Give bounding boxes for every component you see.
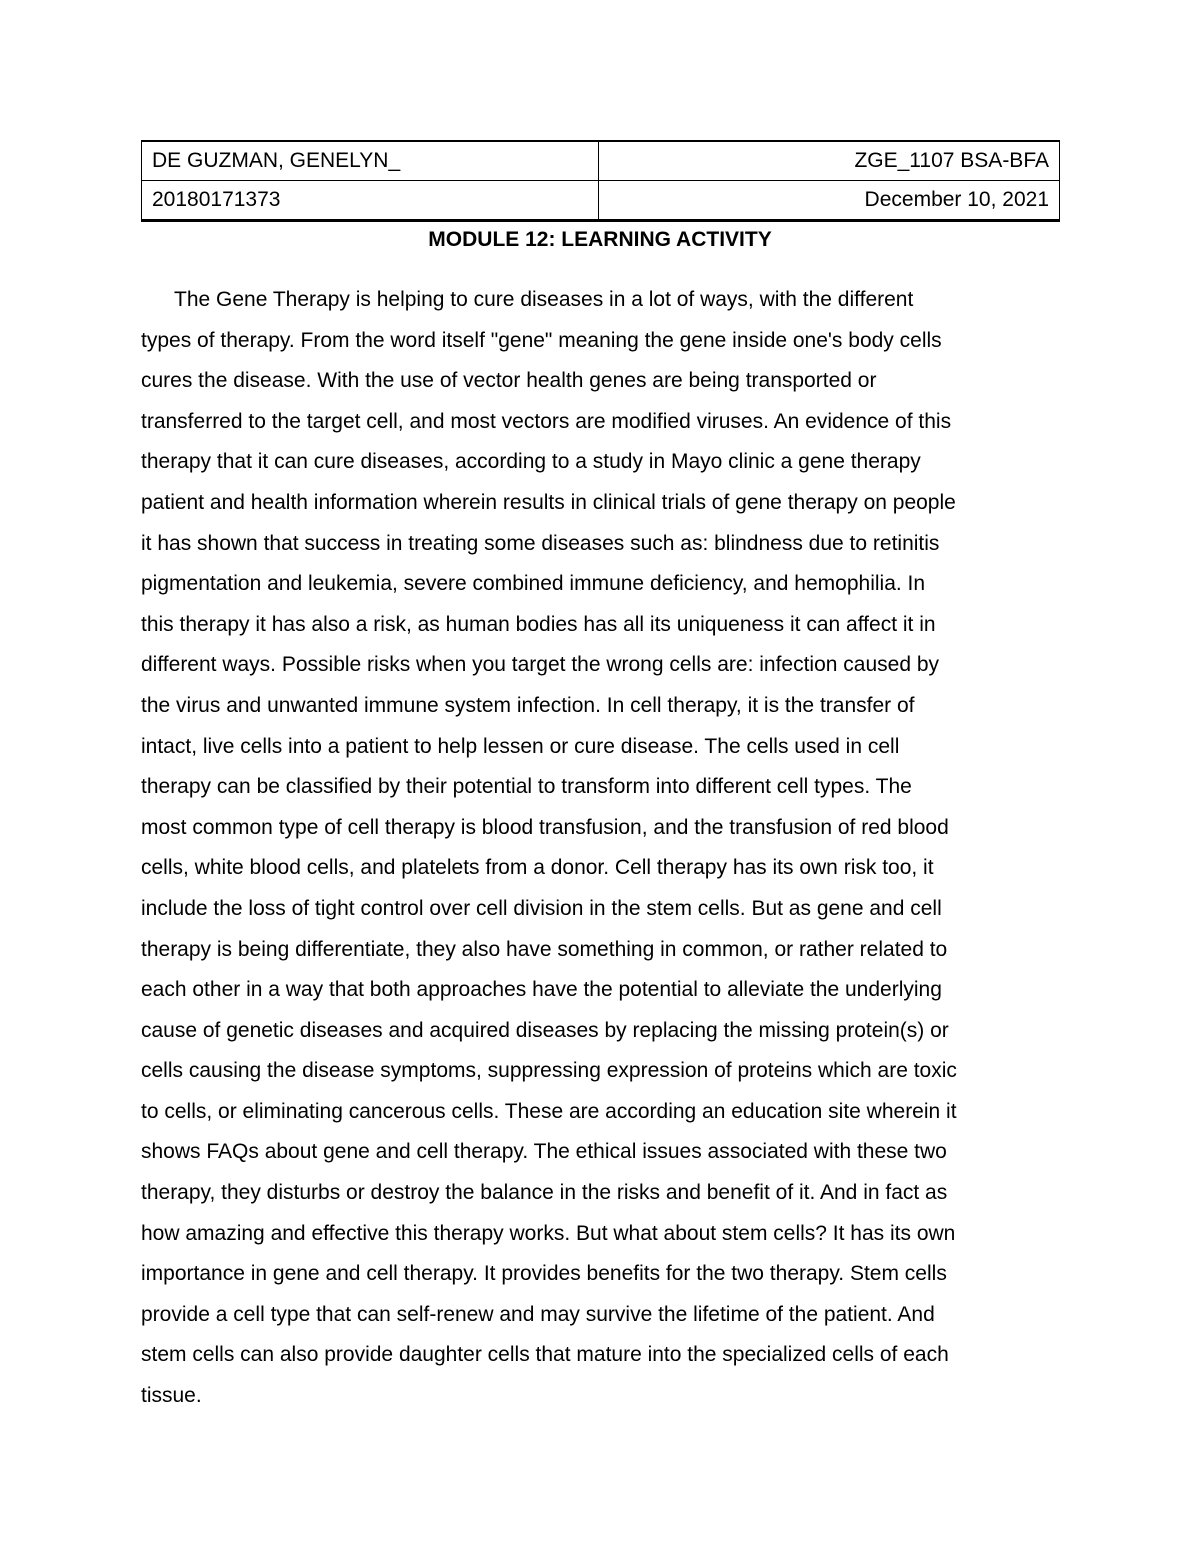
paragraph-line: the virus and unwanted immune system infection. In cell therapy, it is the transfer of (141, 693, 915, 717)
paragraph-line: therapy that it can cure diseases, according to a study in Mayo clinic a gene therapy (141, 450, 921, 474)
paragraph-line: this therapy it has also a risk, as human bodies has all its uniqueness it can affect it in (141, 612, 936, 636)
paragraph-line: The Gene Therapy is helping to cure diseases in a lot of ways, with the different (174, 288, 914, 311)
paragraph-line: pigmentation and leukemia, severe combined immune deficiency, and hemophilia. In (141, 572, 926, 596)
paragraph-line: tissue. (141, 1384, 202, 1408)
paragraph-line: patient and health information wherein results in clinical trials of gene therapy on people (141, 490, 956, 514)
paragraph-line: cause of genetic diseases and acquired diseases by replacing the missing protein(s) or (141, 1018, 949, 1042)
paragraph-line: it has shown that success in treating some diseases such as: blindness due to retinitis (141, 531, 940, 555)
student-number: 20180171373 (142, 181, 599, 221)
paragraph-line: therapy is being differentiate, they also have something in common, or rather related to (141, 937, 948, 961)
paragraph-line: importance in gene and cell therapy. It provides benefits for the two therapy. Stem cells (141, 1262, 947, 1286)
essay-paragraph (141, 280, 1059, 1417)
paragraph-line: types of therapy. From the word itself "gene" meaning the gene inside one's body cells (141, 328, 942, 352)
paragraph-line: transferred to the target cell, and most vectors are modified viruses. An evidence of this (141, 409, 952, 433)
student-info-table (141, 140, 1060, 222)
paragraph-line: cures the disease. With the use of vector health genes are being transported or (141, 369, 877, 393)
paragraph-line: cells, white blood cells, and platelets from a donor. Cell therapy has its own risk too, it (141, 856, 934, 880)
paragraph-line: to cells, or eliminating cancerous cells. These are according an education site wherein it (141, 1099, 957, 1123)
paragraph-line: different ways. Possible risks when you target the wrong cells are: infection caused by (141, 653, 940, 677)
paragraph-line: shows FAQs about gene and cell therapy. The ethical issues associated with these two (141, 1140, 947, 1164)
submission-date: December 10, 2021 (599, 181, 1060, 221)
paragraph-line: therapy, they disturbs or destroy the balance in the risks and benefit of it. And in fact as (141, 1181, 948, 1205)
paragraph-line: intact, live cells into a patient to help lessen or cure disease. The cells used in cell (141, 734, 900, 758)
paragraph-line: provide a cell type that can self-renew and may survive the lifetime of the patient. And (141, 1302, 935, 1326)
paragraph-line: therapy can be classified by their potential to transform into different cell types. The (141, 775, 912, 799)
paragraph-line: each other in a way that both approaches have the potential to alleviate the underlying (141, 978, 942, 1002)
module-title: MODULE 12: LEARNING ACTIVITY (428, 228, 772, 251)
paragraph-line: stem cells can also provide daughter cells that mature into the specialized cells of each (141, 1343, 949, 1367)
info-row-1 (142, 141, 1060, 181)
paragraph-line: most common type of cell therapy is blood transfusion, and the transfusion of red blood (141, 815, 949, 839)
paragraph-line: include the loss of tight control over cell division in the stem cells. But as gene and cell (141, 896, 942, 920)
course-code: ZGE_1107 BSA-BFA (599, 141, 1060, 181)
paragraph-line: how amazing and effective this therapy works. But what about stem cells? It has its own (141, 1221, 956, 1245)
student-name: DE GUZMAN, GENELYN_ (142, 141, 599, 181)
info-row-2 (142, 181, 1060, 221)
paragraph-line: cells causing the disease symptoms, suppressing expression of proteins which are toxic (141, 1059, 957, 1083)
